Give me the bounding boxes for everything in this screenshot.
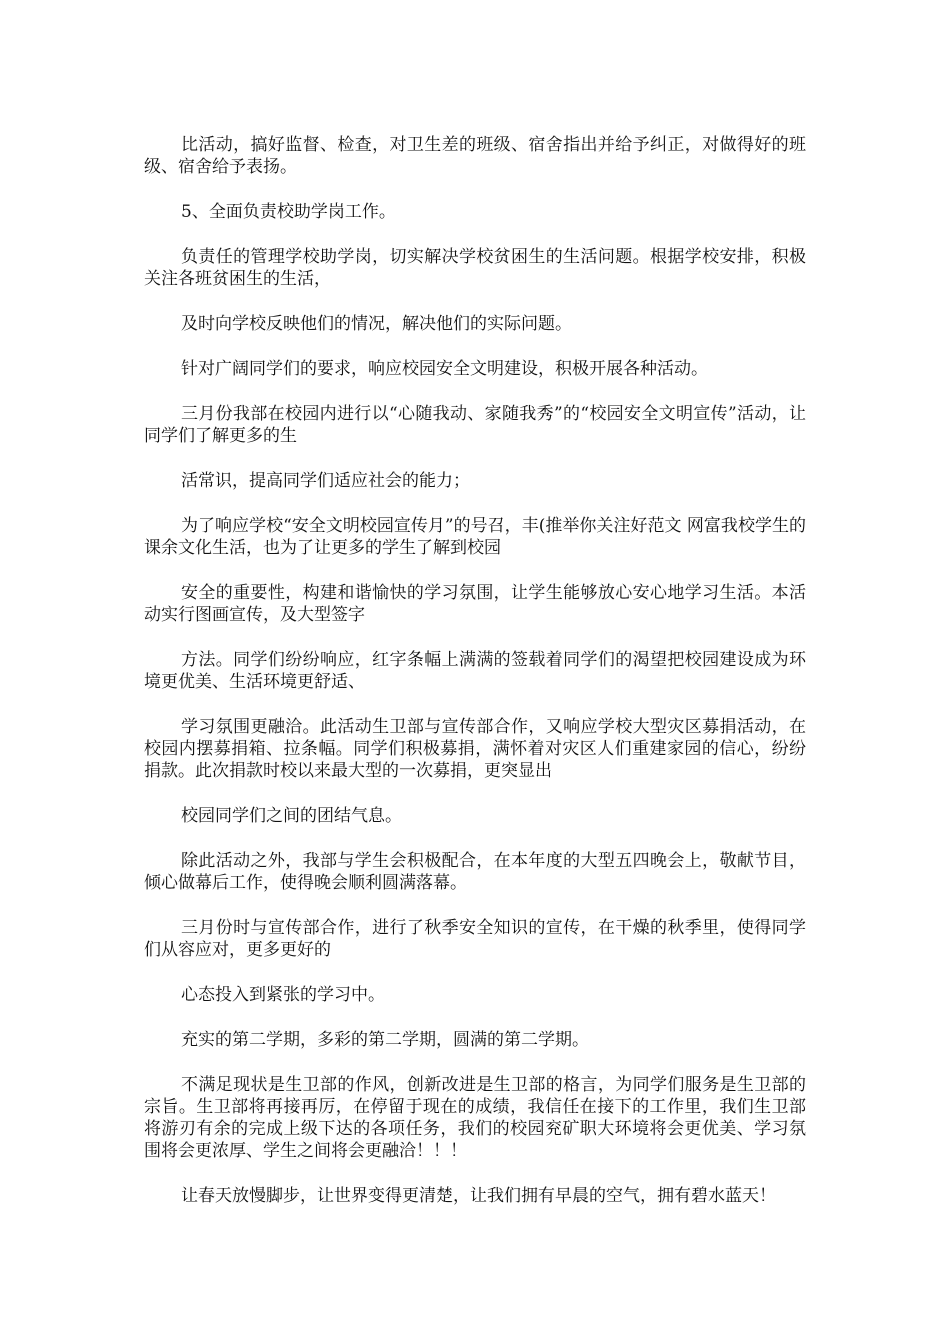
paragraph-5: 针对广阔同学们的要求，响应校园安全文明建设，积极开展各种活动。: [181, 359, 708, 379]
paragraph-3: 负责任的管理学校助学岗，切实解决学校贫困生的生活问题。根据学校安排，积极关注各班贫困生的生活，: [144, 247, 806, 289]
paragraph-12: 校园同学们之间的团结气息。: [181, 806, 402, 826]
document-body: [144, 134, 806, 1230]
paragraph-6: 三月份我部在校园内进行以“心随我动、家随我秀”的“校园安全文明宣传”活动，让同学们了解更多的生: [144, 404, 806, 446]
paragraph-4: 及时向学校反映他们的情况，解决他们的实际问题。: [181, 314, 572, 334]
paragraph-8: 为了响应学校“安全文明校园宣传月”的号召，丰(推举你关注好范文 网富我校学生的课余文化生活，也为了让更多的学生了解到校园: [144, 516, 806, 558]
paragraph-9: 安全的重要性，构建和谐愉快的学习氛围，让学生能够放心安心地学习生活。本活动实行图画宣传，及大型签字: [144, 583, 806, 625]
paragraph-13: 除此活动之外，我部与学生会积极配合，在本年度的大型五四晚会上，敬献节目，倾心做幕后工作，使得晚会顺利圆满落幕。: [144, 851, 806, 893]
paragraph-7: 活常识，提高同学们适应社会的能力；: [181, 471, 470, 491]
paragraph-1: 比活动，搞好监督、检查，对卫生差的班级、宿舍指出并给予纠正，对做得好的班级、宿舍给予表扬。: [144, 135, 806, 177]
paragraph-16: 充实的第二学期，多彩的第二学期，圆满的第二学期。: [181, 1030, 589, 1050]
paragraph-10: 方法。同学们纷纷响应，红字条幅上满满的签载着同学们的渴望把校园建设成为环境更优美、生活环境更舒适、: [144, 650, 806, 692]
paragraph-2: 5、全面负责校助学岗工作。: [181, 202, 396, 222]
paragraph-14: 三月份时与宣传部合作，进行了秋季安全知识的宣传，在干燥的秋季里，使得同学们从容应对，更多更好的: [144, 918, 806, 960]
paragraph-11: 学习氛围更融洽。此活动生卫部与宣传部合作，又响应学校大型灾区募捐活动，在校园内摆募捐箱、拉条幅。同学们积极募捐，满怀着对灾区人们重建家园的信心，纷纷捐款。此次捐款时校以来最大型的一次募捐，更突显出: [144, 717, 806, 781]
paragraph-18: 让春天放慢脚步，让世界变得更清楚，让我们拥有早晨的空气，拥有碧水蓝天！: [181, 1186, 776, 1206]
paragraph-17: 不满足现状是生卫部的作风，创新改进是生卫部的格言，为同学们服务是生卫部的宗旨。生卫部将再接再厉，在停留于现在的成绩，我信任在接下的工作里，我们生卫部将游刃有余的完成上级下达的各项任务，我们的校园兖矿职大环境将会更优美、学习氛围将会更浓厚、学生之间将会更融洽！！！: [144, 1075, 806, 1161]
paragraph-15: 心态投入到紧张的学习中。: [181, 985, 385, 1005]
